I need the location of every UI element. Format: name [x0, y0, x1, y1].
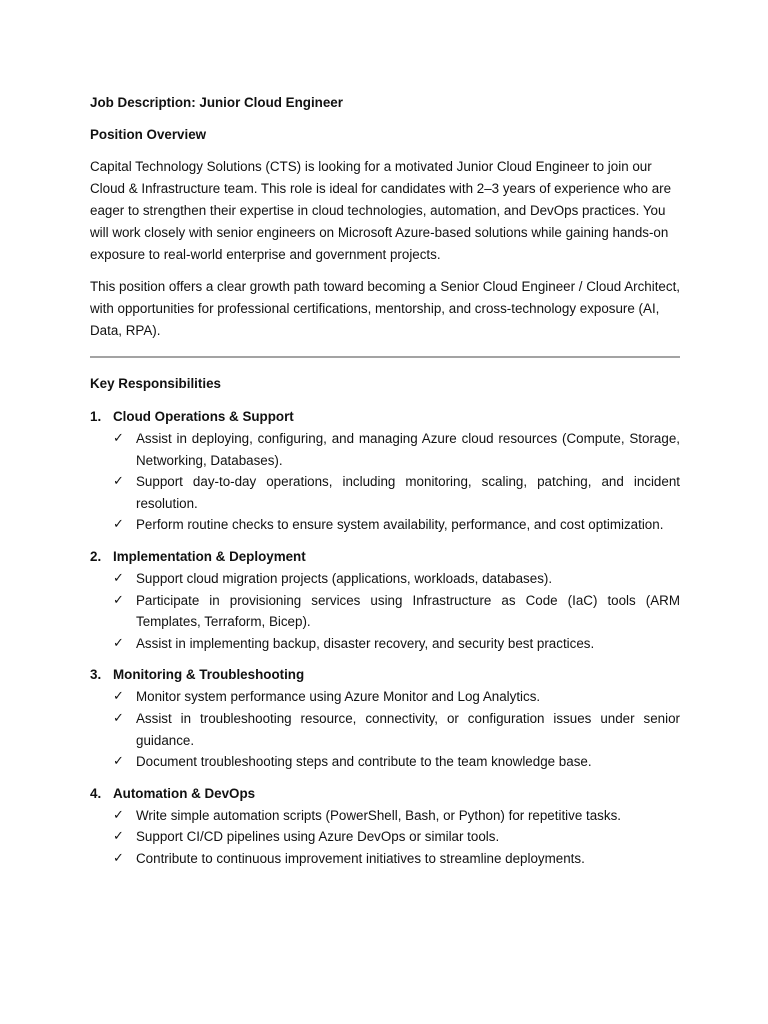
responsibility-text: Contribute to continuous improvement initiatives to streamline deployments. [136, 850, 585, 866]
responsibility-item [113, 514, 680, 536]
responsibility-text: Write simple automation scripts (PowerShell, Bash, or Python) for repetitive tasks. [136, 807, 621, 823]
overview-heading: Position Overview [90, 127, 207, 142]
responsibility-list [90, 686, 680, 772]
responsibility-text: Document troubleshooting steps and contribute to the team knowledge base. [136, 754, 592, 770]
overview-paragraph: Capital Technology Solutions (CTS) is looking for a motivated Junior Cloud Engineer to join our Cloud & Infrastructure team. This role is ideal for candidates with 2–3 years of experience who are eager to strengthen their expertise in cloud technologies, automation, and DevOps practices. You will work closely with senior engineers on Microsoft Azure-based solutions while gaining hands-on exposure to real-world enterprise and government projects. [90, 159, 672, 262]
responsibility-groups [90, 407, 680, 870]
group-number: 4. [90, 785, 102, 801]
checkmark-icon: ✓ [113, 829, 124, 845]
responsibility-item [113, 568, 680, 590]
responsibilities-heading: Key Responsibilities [90, 376, 221, 391]
group-title: Monitoring & Troubleshooting [113, 667, 305, 683]
responsibility-group-heading [90, 784, 680, 804]
checkmark-icon: ✓ [113, 754, 124, 770]
responsibility-item [113, 751, 680, 773]
responsibility-group-heading [90, 665, 680, 685]
responsibility-text: Assist in deploying, configuring, and managing Azure cloud resources (Compute, Storage, Networking, Databases). [136, 431, 680, 468]
checkmark-icon: ✓ [113, 850, 124, 866]
responsibility-item [113, 428, 680, 471]
responsibility-text: Assist in troubleshooting resource, connectivity, or configuration issues under senior guidance. [136, 710, 680, 748]
responsibility-item [113, 826, 680, 848]
group-title: Implementation & Deployment [113, 548, 306, 564]
responsibility-group-heading [90, 547, 680, 567]
responsibility-group-heading [90, 407, 680, 427]
responsibility-text: Perform routine checks to ensure system availability, performance, and cost optimization. [136, 517, 664, 533]
responsibility-item [113, 686, 680, 708]
responsibility-list [90, 568, 680, 654]
responsibility-item [113, 471, 680, 514]
responsibility-text: Monitor system performance using Azure Monitor and Log Analytics. [136, 689, 541, 705]
checkmark-icon: ✓ [113, 474, 124, 490]
checkmark-icon: ✓ [113, 710, 124, 726]
checkmark-icon: ✓ [113, 689, 124, 705]
responsibility-item [113, 590, 680, 633]
responsibility-item [113, 633, 680, 655]
responsibility-list [90, 428, 680, 536]
responsibility-text: Support CI/CD pipelines using Azure DevOps or similar tools. [136, 829, 500, 845]
group-title: Automation & DevOps [113, 785, 256, 801]
responsibility-text: Support cloud migration projects (applications, workloads, databases). [136, 570, 553, 586]
responsibility-list [90, 805, 680, 870]
checkmark-icon: ✓ [113, 635, 124, 651]
group-number: 3. [90, 667, 102, 683]
checkmark-icon: ✓ [113, 807, 124, 823]
document-page [90, 93, 680, 870]
checkmark-icon: ✓ [113, 517, 124, 533]
section-divider [90, 356, 680, 358]
group-number: 2. [90, 548, 102, 564]
responsibility-text: Participate in provisioning services using Infrastructure as Code (IaC) tools (ARM Templates, Terraform, Bicep). [136, 592, 680, 630]
responsibility-item [113, 708, 680, 751]
overview-paragraph: This position offers a clear growth path toward becoming a Senior Cloud Engineer / Cloud Architect, with opportunities for professional certifications, mentorship, and cross-technology exposure (AI, Data, RPA). [90, 279, 681, 338]
responsibility-item [113, 848, 680, 870]
checkmark-icon: ✓ [113, 592, 124, 608]
responsibility-text: Assist in implementing backup, disaster recovery, and security best practices. [136, 635, 595, 651]
page-title: Job Description: Junior Cloud Engineer [90, 95, 343, 110]
group-number: 1. [90, 409, 102, 424]
responsibility-text: Support day-to-day operations, including monitoring, scaling, patching, and incident resolution. [136, 474, 680, 511]
checkmark-icon: ✓ [113, 431, 124, 446]
group-title: Cloud Operations & Support [113, 409, 294, 424]
responsibility-item [113, 805, 680, 827]
checkmark-icon: ✓ [113, 570, 124, 586]
